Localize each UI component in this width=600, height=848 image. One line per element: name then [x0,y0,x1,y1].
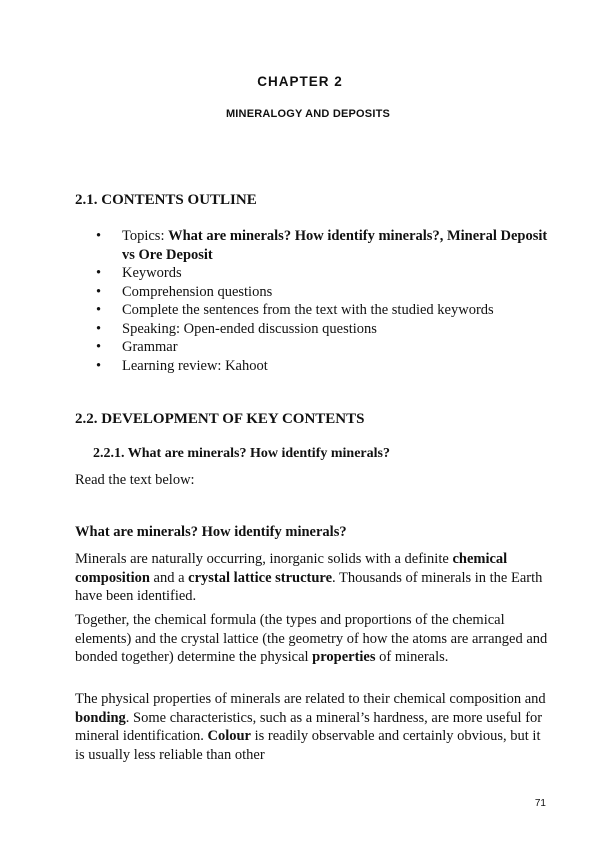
chapter-label: CHAPTER 2 [257,74,343,89]
topics-bold: What are minerals? How identify minerals?, Mineral Deposit vs Ore Deposit [122,228,548,263]
page-number: 71 [534,798,546,809]
list-item: • Speaking: Open-ended discussion questions [74,320,554,339]
chapter-title: MINERALOGY AND DEPOSITS [225,108,391,120]
paragraph-3: The physical properties of minerals are related to their chemical composition and bonding. Some characteristics, such as a mineral’s hardness, are more useful for mineral identification. Colour is readily observable and certainly obvious, but it is usually less reliable than other [75,691,546,763]
list-item: • Comprehension questions [74,283,554,302]
list-item: • Complete the sentences from the text with the studied keywords [74,301,554,320]
subsection-heading: 2.2.1. What are minerals? How identify minerals? [93,446,390,461]
list-item: • Keywords [74,264,554,283]
section-heading-contents-outline: 2.1. CONTENTS OUTLINE [75,192,257,208]
instruction-text: Read the text below: [75,472,195,488]
paragraph-2: Together, the chemical formula (the types and proportions of the chemical elements) and the crystal lattice (the geometry of how the atoms are arranged and bonded together) determine the physical properties of minerals. [75,612,548,665]
reading-title: What are minerals? How identify minerals? [75,524,347,540]
paragraph-1: Minerals are naturally occurring, inorganic solids with a definite chemical composition and a crystal lattice structure. Thousands of minerals in the Earth have been identified. [75,551,543,604]
contents-outline-list [74,227,554,375]
list-item: • Learning review: Kahoot [74,357,554,376]
list-item: • Grammar [74,338,554,357]
list-item-topics [74,227,554,264]
topics-prefix: Topics: [122,228,169,244]
section-heading-development: 2.2. DEVELOPMENT OF KEY CONTENTS [75,411,365,427]
